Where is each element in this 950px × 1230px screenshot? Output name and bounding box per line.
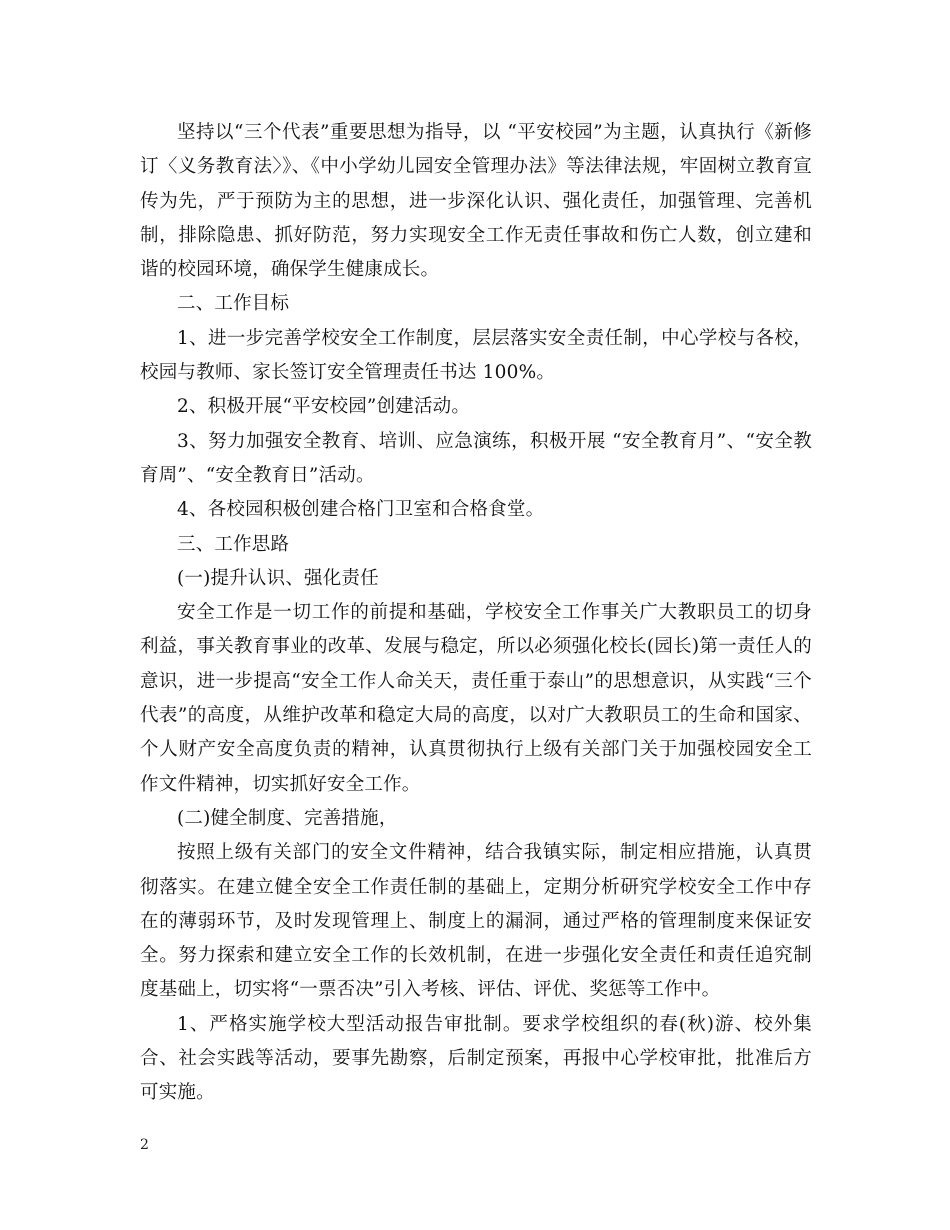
paragraph-guiding-principle: 坚持以“三个代表”重要思想为指导，以 “平安校园”为主题，认真执行《新修订〈义务教育法〉》、《中小学幼儿园安全管理办法》等法律法规，牢固树立教育宣传为先，严于预防为主的思想，进一步深化认识、强化责任，加强管理、完善机制，排除隐患、抓好防范，努力实现安全工作无责任事故和伤亡人数，创立建和谐的校园环境，确保学生健康成长。 xyxy=(140,122,812,281)
subheading-improve-systems: (二)健全制度、完善措施， xyxy=(177,807,398,829)
goal-item-1: 1、进一步完善学校安全工作制度，层层落实安全责任制，中心学校与各校，校园与教师、家长签订安全管理责任书达 100%。 xyxy=(140,327,812,384)
document-body xyxy=(140,116,812,1111)
paragraph-improve-systems: 按照上级有关部门的安全文件精神，结合我镇实际，制定相应措施，认真贯彻落实。在建立健全安全工作责任制的基础上，定期分析研究学校安全工作中存在的薄弱环节，及时发现管理上、制度上的漏洞，通过严格的管理制度来保证安全。努力探索和建立安全工作的长效机制，在进一步强化安全责任和责任追究制度基础上，切实将“一票否决”引入考核、评估、评优、奖惩等工作中。 xyxy=(140,842,812,1001)
heading-work-goals: 二、工作目标 xyxy=(177,293,290,315)
page-number: 2 xyxy=(140,1137,149,1153)
heading-work-ideas: 三、工作思路 xyxy=(177,533,290,555)
goal-item-3: 3、努力加强安全教育、培训、应急演练，积极开展 “安全教育月”、“安全教育周”、“安全教育日”活动。 xyxy=(140,430,812,486)
subheading-raise-awareness: (一)提升认识、强化责任 xyxy=(177,567,379,589)
measure-item-1: 1、严格实施学校大型活动报告审批制。要求学校组织的春(秋)游、校外集合、社会实践等活动，要事先勘察，后制定预案，再报中心学校审批，批准后方可实施。 xyxy=(140,1013,812,1104)
goal-item-4: 4、各校园积极创建合格门卫室和合格食堂。 xyxy=(177,499,545,521)
paragraph-raise-awareness: 安全工作是一切工作的前提和基础，学校安全工作事关广大教职员工的切身利益，事关教育事业的改革、发展与稳定，所以必须强化校长(园长)第一责任人的意识，进一步提高“安全工作人命关天，责任重于泰山”的思想意识，从实践“三个代表”的高度，从维护改革和稳定大局的高度，以对广大教职员工的生命和国家、个人财产安全高度负责的精神，认真贯彻执行上级有关部门关于加强校园安全工作文件精神，切实抓好安全工作。 xyxy=(140,602,812,795)
goal-item-2: 2、积极开展“平安校园”创建活动。 xyxy=(177,396,471,418)
